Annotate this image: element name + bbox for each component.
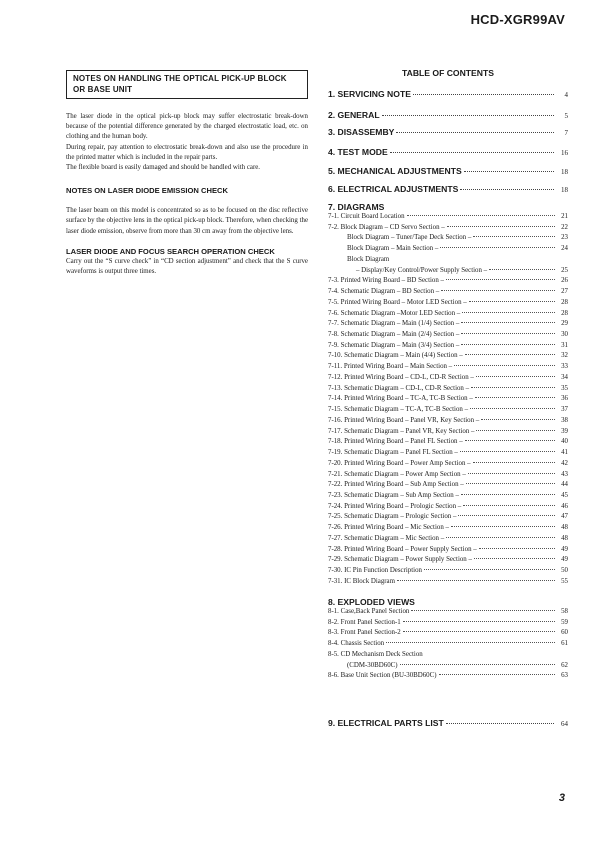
toc-page-number: 38: [561, 416, 568, 424]
table-of-contents: [328, 68, 568, 728]
toc-entry-label: 7-14. Printed Wiring Board – TC-A, TC-B Section –: [328, 395, 473, 403]
toc-diagram-entry[interactable]: [328, 481, 568, 488]
dot-leader: [460, 451, 555, 452]
toc-page-number: 43: [561, 470, 568, 478]
toc-exploded-entry[interactable]: [328, 640, 568, 647]
toc-page-number: 22: [561, 223, 568, 231]
toc-section-5[interactable]: [328, 166, 568, 176]
toc-page-number: 21: [561, 213, 568, 220]
toc-page-number: 24: [561, 245, 568, 253]
toc-page-number: 37: [561, 406, 568, 414]
dot-leader: [460, 189, 554, 190]
page-number: 3: [558, 792, 565, 804]
toc-diagram-entry[interactable]: [328, 438, 568, 445]
toc-exploded-entry[interactable]: [328, 619, 568, 626]
toc-entry-label: 7-16. Printed Wiring Board – Panel VR, Key Section –: [328, 416, 480, 424]
dot-leader: [396, 132, 554, 133]
dot-leader: [476, 430, 555, 431]
toc-page-number: 59: [561, 618, 568, 626]
toc-diagram-entry[interactable]: [328, 395, 568, 402]
optical-notes-para-2: During repair, pay attention to electrostatic break-down and also use the procedure in the printed matter which is included in the repair parts.: [66, 143, 308, 161]
dot-leader: [468, 473, 555, 474]
toc-page-number: 31: [561, 341, 568, 349]
toc-entry-label: 7-9. Schematic Diagram – Main (3/4) Section –: [328, 341, 460, 349]
laser-emission-heading: NOTES ON LASER DIODE EMISSION CHECK: [66, 186, 229, 196]
toc-page-number: 28: [561, 309, 568, 317]
toc-page-number: 48: [561, 534, 568, 542]
focus-search-para: Carry out the “S curve check” in “CD section adjustment” and check that the S curve waveforms is output three times.: [66, 257, 308, 276]
toc-diagram-entry[interactable]: [328, 310, 568, 317]
toc-exploded-entry[interactable]: [347, 662, 568, 669]
toc-page-number: 63: [561, 672, 568, 680]
toc-title: TABLE OF CONTENTS: [402, 68, 494, 78]
toc-entry-label: 7-4. Schematic Diagram – BD Section –: [328, 288, 440, 296]
toc-entry-label: 7-13. Schematic Diagram – CD-L, CD-R Section –: [328, 384, 470, 392]
dot-leader: [481, 419, 555, 420]
toc-diagram-entry[interactable]: [328, 460, 568, 467]
toc-diagram-entry[interactable]: [328, 556, 568, 563]
toc-page-number: 25: [561, 266, 568, 274]
toc-page-number: 44: [561, 481, 568, 489]
toc-entry-label: 8-2. Front Panel Section-1: [328, 618, 401, 626]
toc-entry-label: 7-22. Printed Wiring Board – Sub Amp Section –: [328, 481, 464, 489]
toc-diagram-entry[interactable]: [328, 428, 568, 435]
toc-entry-label: 7-27. Schematic Diagram – Mic Section –: [328, 534, 445, 542]
toc-exploded-entry[interactable]: [328, 651, 568, 658]
toc-page-number: 50: [561, 567, 568, 575]
toc-page-number: 42: [561, 459, 568, 467]
toc-section-label: 9. ELECTRICAL PARTS LIST: [328, 718, 444, 728]
toc-page-number: 34: [561, 373, 568, 381]
dot-leader: [473, 236, 555, 237]
toc-entry-label: 7-25. Schematic Diagram – Prologic Section –: [328, 513, 457, 521]
dot-leader: [407, 215, 555, 216]
toc-section-label: 4. TEST MODE: [328, 147, 388, 157]
toc-diagram-entry[interactable]: [328, 406, 568, 413]
toc-diagram-entry[interactable]: [347, 256, 568, 263]
toc-diagram-entry[interactable]: [328, 535, 568, 542]
dot-leader: [440, 247, 555, 248]
toc-entry-label: 7-11. Printed Wiring Board – Main Section –: [328, 363, 453, 371]
toc-entry-label: 7-21. Schematic Diagram – Power Amp Section –: [328, 470, 466, 478]
toc-exploded-entry[interactable]: [328, 608, 568, 615]
dot-leader: [489, 269, 555, 270]
toc-entry-label: 8-6. Base Unit Section (BU-30BD60C): [328, 672, 437, 680]
toc-entry-label: 7-28. Printed Wiring Board – Power Supply Section –: [328, 545, 477, 553]
toc-entry-label: Block Diagram: [347, 255, 390, 263]
toc-exploded-entry[interactable]: [328, 629, 568, 636]
dot-leader: [461, 494, 555, 495]
toc-entry-label: 8-3. Front Panel Section-2: [328, 629, 401, 637]
toc-diagram-entry[interactable]: [328, 299, 568, 306]
toc-entry-label: 7-18. Printed Wiring Board – Panel FL Section –: [328, 438, 463, 446]
dot-leader: [403, 631, 555, 632]
toc-page-number: 23: [561, 234, 568, 242]
dot-leader: [471, 387, 555, 388]
toc-diagram-entry[interactable]: [328, 471, 568, 478]
toc-page-number: 62: [561, 661, 568, 669]
toc-section-label: 2. GENERAL: [328, 110, 380, 120]
toc-entry-label: 7-5. Printed Wiring Board – Motor LED Section –: [328, 298, 467, 306]
toc-entry-label: 7-7. Schematic Diagram – Main (1/4) Section –: [328, 320, 460, 328]
dot-leader: [446, 537, 555, 538]
toc-entry-label: 7-15. Schematic Diagram – TC-A, TC-B Section –: [328, 406, 469, 414]
dot-leader: [411, 610, 555, 611]
dot-leader: [461, 344, 555, 345]
toc-diagram-entry[interactable]: [328, 342, 568, 349]
toc-diagram-entry[interactable]: [328, 492, 568, 499]
toc-page-number: 27: [561, 288, 568, 296]
dot-leader: [397, 580, 555, 581]
dot-leader: [451, 526, 555, 527]
toc-diagram-entry[interactable]: [328, 224, 568, 231]
dot-leader: [465, 354, 555, 355]
dot-leader: [475, 397, 555, 398]
toc-page-number: 7: [564, 129, 568, 137]
toc-diagram-entry[interactable]: [328, 546, 568, 553]
toc-page-number: 29: [561, 320, 568, 328]
toc-diagram-entry[interactable]: [328, 385, 568, 392]
toc-diagram-entry[interactable]: [328, 567, 568, 574]
toc-entry-label: 7-31. IC Block Diagram: [328, 577, 395, 585]
toc-page-number: 55: [561, 577, 568, 585]
toc-diagram-entry[interactable]: [328, 363, 568, 370]
toc-page-number: 36: [561, 395, 568, 403]
toc-entry-label: 7-2. Block Diagram – CD Servo Section –: [328, 223, 445, 231]
toc-page-number: 26: [561, 277, 568, 285]
toc-entry-label: 8-1. Case,Back Panel Section: [328, 608, 410, 615]
dot-leader: [466, 483, 555, 484]
toc-section-2[interactable]: [328, 110, 568, 120]
dot-leader: [474, 558, 555, 559]
toc-exploded-entry[interactable]: [328, 672, 568, 679]
toc-section-4[interactable]: [328, 147, 568, 157]
toc-page-number: 18: [561, 186, 568, 194]
toc-diagram-entry[interactable]: [328, 578, 568, 585]
toc-diagram-entry[interactable]: [328, 374, 568, 381]
dot-leader: [464, 171, 554, 172]
toc-diagram-entry[interactable]: [347, 245, 568, 252]
toc-entry-label: 7-19. Schematic Diagram – Panel FL Section –: [328, 449, 458, 457]
toc-page-number: 40: [561, 438, 568, 446]
toc-diagram-entry[interactable]: [347, 234, 568, 241]
dot-leader: [479, 548, 555, 549]
toc-page-number: 49: [561, 545, 568, 553]
dot-leader: [476, 376, 555, 377]
toc-diagram-entry[interactable]: [328, 449, 568, 456]
toc-entry-label: 8-5. CD Mechanism Deck Section: [328, 650, 423, 658]
toc-diagram-entry[interactable]: [328, 524, 568, 531]
dot-leader: [454, 365, 555, 366]
optical-notes-para-1: The laser diode in the optical pick-up block may suffer electrostatic break-down because of the potential difference generated by the charged electrostatic load, etc. on clothing and the human body.: [66, 113, 308, 141]
toc-page-number: 61: [561, 640, 568, 648]
toc-diagram-entry[interactable]: [328, 513, 568, 520]
toc-entry-label: 7-3. Printed Wiring Board – BD Section –: [328, 277, 444, 285]
toc-section-3[interactable]: [328, 127, 568, 137]
toc-entry-label: 7-30. IC Pin Function Description: [328, 567, 422, 575]
toc-section-label: 1. SERVICING NOTE: [328, 89, 411, 99]
toc-page-number: 32: [561, 352, 568, 360]
dot-leader: [390, 152, 554, 153]
toc-section-9[interactable]: [328, 718, 568, 728]
toc-section-6[interactable]: [328, 184, 568, 194]
toc-diagram-entry[interactable]: [328, 331, 568, 338]
toc-page-number: 4: [564, 91, 568, 99]
dot-leader: [465, 440, 555, 441]
toc-page-number: 47: [561, 513, 568, 521]
dot-leader: [386, 642, 555, 643]
toc-page-number: 30: [561, 331, 568, 339]
optical-notes-para-3: The flexible board is easily damaged and should be handled with care.: [66, 164, 261, 172]
toc-entry-label: – Display/Key Control/Power Supply Section –: [356, 266, 488, 274]
toc-section-1[interactable]: [328, 89, 568, 99]
dot-leader: [403, 621, 555, 622]
toc-section-label: 5. MECHANICAL ADJUSTMENTS: [328, 166, 462, 176]
dot-leader: [447, 226, 555, 227]
toc-page-number: 64: [561, 720, 568, 728]
toc-page-number: 58: [561, 608, 568, 615]
toc-entry-label: (CDM-30BD60C): [347, 661, 398, 669]
toc-entry-label: 7-12. Printed Wiring Board – CD-L, CD-R Section –: [328, 373, 474, 381]
toc-entry-label: 7-1. Circuit Board Location: [328, 213, 405, 220]
toc-entry-label: 7-26. Printed Wiring Board – Mic Section –: [328, 524, 449, 532]
toc-entry-label: 7-8. Schematic Diagram – Main (2/4) Section –: [328, 331, 460, 339]
toc-diagram-entry[interactable]: [328, 288, 568, 295]
dot-leader: [470, 408, 555, 409]
toc-entry-label: Block Diagram – Tuner/Tape Deck Section –: [347, 234, 472, 242]
laser-emission-para: The laser beam on this model is concentrated so as to be focused on the disc reflective surface by the objective lens in the optical pick-up block. Therefore, when checking the laser diode emission, observe from more than 30 cm away from the objective lens.: [66, 207, 308, 235]
dot-leader: [382, 115, 554, 116]
toc-section-label: 3. DISASSEMBY: [328, 127, 395, 137]
toc-entry-label: 7-24. Printed Wiring Board – Prologic Section –: [328, 502, 462, 510]
dot-leader: [424, 569, 555, 570]
toc-section-label: 6. ELECTRICAL ADJUSTMENTS: [328, 184, 459, 194]
toc-section-8[interactable]: 8. EXPLODED VIEWS: [328, 597, 415, 607]
toc-page-number: 45: [561, 491, 568, 499]
toc-page-number: 18: [561, 168, 568, 176]
dot-leader: [461, 333, 555, 334]
dot-leader: [462, 312, 555, 313]
toc-page-number: 16: [561, 149, 568, 157]
toc-diagram-entry[interactable]: [328, 503, 568, 510]
toc-entry-label: 7-23. Schematic Diagram – Sub Amp Section –: [328, 491, 459, 499]
dot-leader: [441, 290, 555, 291]
toc-entry-label: 7-17. Schematic Diagram – Panel VR, Key Section –: [328, 427, 475, 435]
toc-section-7[interactable]: 7. DIAGRAMS: [328, 202, 385, 212]
toc-page-number: 48: [561, 524, 568, 532]
toc-entry-label: 8-4. Chassis Section: [328, 640, 385, 648]
dot-leader: [400, 664, 555, 665]
toc-entry-label: 7-29. Schematic Diagram – Power Supply Section –: [328, 556, 472, 564]
toc-diagram-entry[interactable]: [328, 417, 568, 424]
toc-page-number: 35: [561, 384, 568, 392]
toc-page-number: 39: [561, 427, 568, 435]
focus-search-heading: LASER DIODE AND FOCUS SEARCH OPERATION CHECK: [66, 246, 275, 256]
toc-entry-label: Block Diagram – Main Section –: [347, 245, 439, 253]
toc-diagram-entry[interactable]: [328, 277, 568, 284]
toc-diagram-entry[interactable]: [356, 267, 568, 274]
toc-page-number: 28: [561, 298, 568, 306]
toc-entry-label: 7-10. Schematic Diagram – Main (4/4) Section –: [328, 352, 463, 360]
toc-diagram-entry[interactable]: [328, 352, 568, 359]
dot-leader: [446, 723, 554, 724]
left-column: [66, 70, 308, 277]
dot-leader: [463, 505, 555, 506]
toc-page-number: 60: [561, 629, 568, 637]
toc-page-number: 33: [561, 363, 568, 371]
toc-entry-label: 7-20. Printed Wiring Board – Power Amp Section –: [328, 459, 471, 467]
toc-diagram-entry[interactable]: [328, 213, 568, 220]
toc-entry-label: 7-6. Schematic Diagram –Motor LED Section –: [328, 309, 461, 317]
toc-diagram-entry[interactable]: [328, 320, 568, 327]
toc-page-number: 49: [561, 556, 568, 564]
dot-leader: [439, 674, 555, 675]
model-number: HCD-XGR99AV: [470, 12, 565, 27]
toc-page-number: 46: [561, 502, 568, 510]
toc-page-number: 41: [561, 449, 568, 457]
dot-leader: [413, 94, 554, 95]
dot-leader: [473, 462, 555, 463]
dot-leader: [461, 322, 555, 323]
toc-page-number: 5: [564, 112, 568, 120]
dot-leader: [469, 301, 555, 302]
optical-notes-title-box: NOTES ON HANDLING THE OPTICAL PICK-UP BLOCK OR BASE UNIT: [66, 70, 308, 99]
dot-leader: [446, 279, 555, 280]
dot-leader: [458, 515, 555, 516]
